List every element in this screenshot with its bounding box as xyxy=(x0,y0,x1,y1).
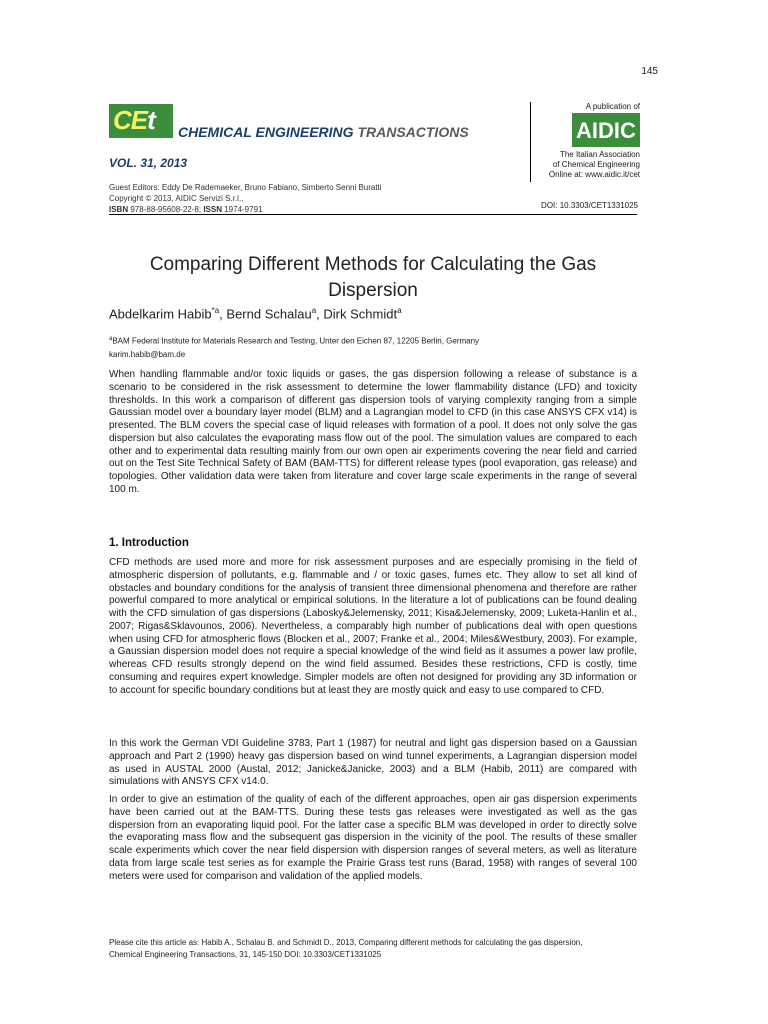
association-info xyxy=(512,150,640,180)
abstract: When handling flammable and/or toxic liquids or gases, the gas dispersion following a release of substance is a scenario to be considered in the risk assessment to determine the lower flammability distance (LFD) and toxicity thresholds. In this work a comparison of different gas dispersion tools of varying complexity ranging from a simple Gaussian model over a boundary layer model (BLM) and a Lagrangian model to CFD (in this case ANSYS CFX v14) is presented. The BLM covers the special case of liquid releases with formation of a pool. It does not only solve the gas dispersion but also calculates the evaporating mass flow out of the pool. The simulation values are compared to each other and to experimental data resulting mainly from our own open air experiments covering the near field and carried out on the Test Site Technical Safety of BAM (BAM-TTS) for different release types (pool evaporation, gas release) and topologies. Other validation data were taken from literature and cover large scale experiments in the range of several 100 m. xyxy=(109,369,637,495)
header-divider xyxy=(109,214,637,215)
journal-name-suffix: TRANSACTIONS xyxy=(357,124,469,140)
editorial-info xyxy=(109,182,382,215)
article-title-line2: Dispersion xyxy=(328,280,418,301)
journal-name xyxy=(178,124,469,140)
cet-logo xyxy=(109,104,173,138)
citation-note xyxy=(109,937,649,961)
paragraph: In order to give an estimation of the quality of each of the different approaches, open air gas dispersion experiments have been carried out at the BAM-TTS. During these tests gas releases were investigated as well as the gas dispersion from an evaporating liquid pool. For the latter case a specific BLM was developed in order to directly solve the evaporating mass flow and the subsequent gas dispersion in the vicinity of the pool. The results of these smaller scale experiments which cover the near field dispersion with dispersion ranges of several meters, as well as literature data from large scale test series as for example the Prairie Grass test runs (Barad, 1958) with ranges of several 100 meters were used for comparison and validation of the applied models. xyxy=(109,794,637,882)
article-title xyxy=(109,252,637,304)
author: Dirk Schmidt xyxy=(323,306,398,322)
author-email: karim.habib@bam.de xyxy=(109,349,186,359)
author: Bernd Schalau xyxy=(226,306,312,322)
affiliation-text: BAM Federal Institute for Materials Research and Testing, Unter den Eichen 87, 12205 Berlin, Germany xyxy=(112,336,480,346)
author-list: Abdelkarim Habib$^{*a}$, Bernd Schalau$^a$, Dirk Schmidt$^a$ xyxy=(109,306,402,322)
paragraph: CFD methods are used more and more for risk assessment purposes and are especially promising in the field of atmospheric dispersion of pollutants, e.g. flammable and / or toxic gases, fumes etc. They allow to set all kind of obstacles and boundary conditions for the analysis of transient three dimensional phenomena and therefore are rather powerful compared to more analytical or empirical solutions. In the literature a lot of publications can be found dealing with the CFD simulation of gas dispersions (Labosky&Jelemensky, 2011; Kisa&Jelemensky, 2009; Luketa-Hanlin et al., 2007; Rigas&Sklavounos, 2006). Nevertheless, a comparably high number of publications deal with open questions when using CFD for atmospheric flows (Blocken et al., 2007; Franke et al., 2004; Miles&Westbury, 2003). For example, a Gaussian dispersion model does not require a special knowledge of the wind field as it assumes a power law profile, whereas CFD results strongly depend on the wind field assumed. Besides these restrictions, CFD is costly, time consuming and requires expert knowledge. Simpler models are often not designed for providing any 3D information or to account for specific boundary conditions but at least they are mostly quick and easy to use compared to CFD. xyxy=(109,557,637,696)
affiliation xyxy=(109,333,479,361)
isbn-issn: ISBN 978-88-95608-22-8; ISSN 1974-9791 xyxy=(109,205,263,214)
author-mark: a xyxy=(397,306,402,315)
doi: DOI: 10.3303/CET1331025 xyxy=(541,201,638,210)
author-mark: a xyxy=(311,306,317,315)
cet-logo-text: CEt xyxy=(113,105,155,135)
article-title-line1: Comparing Different Methods for Calculating the Gas xyxy=(149,254,597,275)
citation-line1: Please cite this article as: Habib A., Schalau B. and Schmidt D., 2013, Comparing different methods for calculating the gas dispersion, xyxy=(109,938,583,947)
publication-of: A publication of xyxy=(585,102,640,111)
journal-name-main: CHEMICAL ENGINEERING xyxy=(178,124,354,140)
volume-label: VOL. 31, 2013 xyxy=(109,156,188,170)
association-online: Online at: www.aidic.it/cet xyxy=(548,170,640,179)
association-line1: The Italian Association xyxy=(559,150,640,159)
citation-line2: Chemical Engineering Transactions, 31, 145-150 DOI: 10.3303/CET1331025 xyxy=(109,950,382,959)
association-line2: of Chemical Engineering xyxy=(552,160,640,169)
author: Abdelkarim Habib xyxy=(109,306,212,322)
copyright: Copyright © 2013, AIDIC Servizi S.r.l., xyxy=(109,194,244,203)
section-heading: 1. Introduction xyxy=(109,537,189,549)
author-mark: *a xyxy=(211,306,220,315)
aidic-logo xyxy=(572,113,640,147)
aidic-logo-text: AIDIC xyxy=(576,118,636,143)
guest-editors: Guest Editors: Eddy De Rademaeker, Bruno Fabiano, Simberto Senni Buratti xyxy=(109,183,382,192)
page-number: 145 xyxy=(641,66,658,77)
paragraph: In this work the German VDI Guideline 3783, Part 1 (1987) for neutral and light gas dispersion based on a Gaussian approach and Part 2 (1990) heavy gas dispersion based on wind tunnel experiments, a Lagrangian dispersion model as used in AUSTAL 2000 (Austal, 2012; Janicke&Janicke, 2003) and a BLM (Habib, 2011) are compared with simulations with ANSYS CFX v14.0. xyxy=(109,738,637,788)
affiliation-mark: a xyxy=(109,336,113,342)
